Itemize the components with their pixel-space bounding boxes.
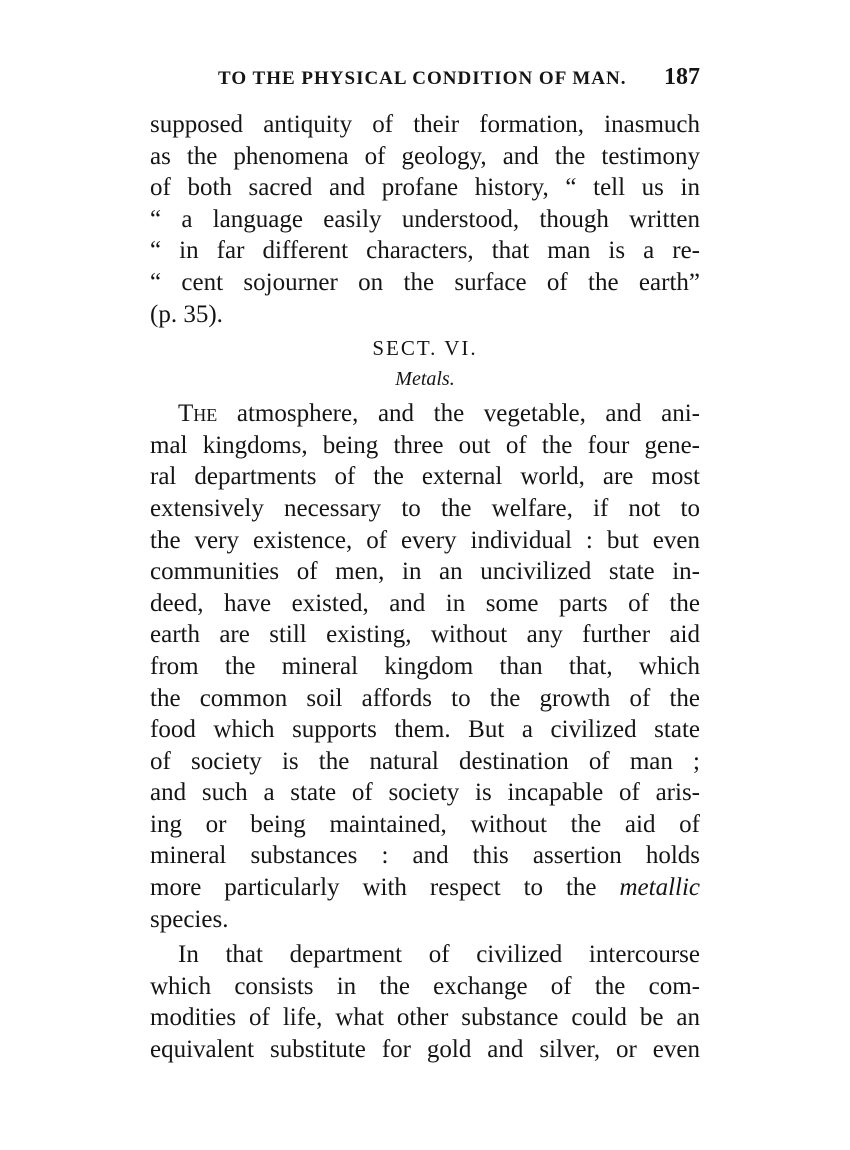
text-line: which consists in the exchange of the com- (150, 972, 700, 1000)
paragraph-commerce (150, 939, 700, 1065)
text-line: from the mineral kingdom than that, which (150, 652, 700, 680)
text-line: the very existence, of every individual : but even (150, 526, 700, 554)
section-heading: SECT. VI. (372, 336, 478, 361)
section-subtitle: Metals. (395, 368, 455, 391)
text-line: mineral substances : and this assertion holds (150, 842, 700, 870)
body-text (150, 109, 700, 1066)
text-line: deed, have existed, and in some parts of the (150, 589, 700, 617)
text-line: ral departments of the external world, are most (150, 463, 700, 491)
text-line: “ in far different characters, that man is a re- (150, 237, 700, 265)
text-line: “ a language easily understood, though written (150, 205, 700, 233)
text-line: extensively necessary to the welfare, if not to (150, 494, 700, 522)
text-line: as the phenomena of geology, and the testimony (150, 142, 700, 170)
text-line: food which supports them. But a civilized state (150, 716, 700, 744)
paragraph-metals (150, 398, 700, 935)
text-line: In that department of civilized intercourse (178, 941, 700, 969)
text-line: supposed antiquity of their formation, inasmuch (150, 111, 700, 138)
running-head (150, 66, 710, 94)
text-line: of both sacred and profane history, “ tell us in (150, 174, 700, 202)
page-number: 187 (664, 64, 700, 90)
italic-word: metallic (619, 874, 700, 902)
text-line: mal kingdoms, being three out of the four gene- (150, 431, 700, 459)
text-line: modities of life, what other substance could be an (150, 1004, 700, 1032)
text-line: equivalent substitute for gold and silver, or even (150, 1036, 700, 1064)
text-line: species. (150, 905, 229, 933)
text-line: and such a state of society is incapable of aris- (150, 779, 700, 807)
opening-word: The (178, 400, 218, 428)
text-line (150, 872, 700, 904)
text-line-prefix: more particularly with respect to the (150, 874, 620, 902)
text-line-first (150, 398, 700, 430)
text-line: of society is the natural destination of man ; (150, 747, 700, 775)
running-title: TO THE PHYSICAL CONDITION OF MAN. (218, 68, 627, 89)
first-line-rest: atmosphere, and the vegetable, and ani- (217, 400, 700, 428)
text-line: earth are still existing, without any further aid (150, 621, 700, 649)
text-line: “ cent sojourner on the surface of the earth” (150, 268, 700, 296)
continued-paragraph (150, 109, 700, 330)
text-line: the common soil affords to the growth of the (150, 684, 700, 712)
text-line: communities of men, in an uncivilized state in- (150, 558, 700, 586)
text-line: ing or being maintained, without the aid of (150, 810, 700, 838)
text-line: (p. 35). (150, 300, 223, 328)
